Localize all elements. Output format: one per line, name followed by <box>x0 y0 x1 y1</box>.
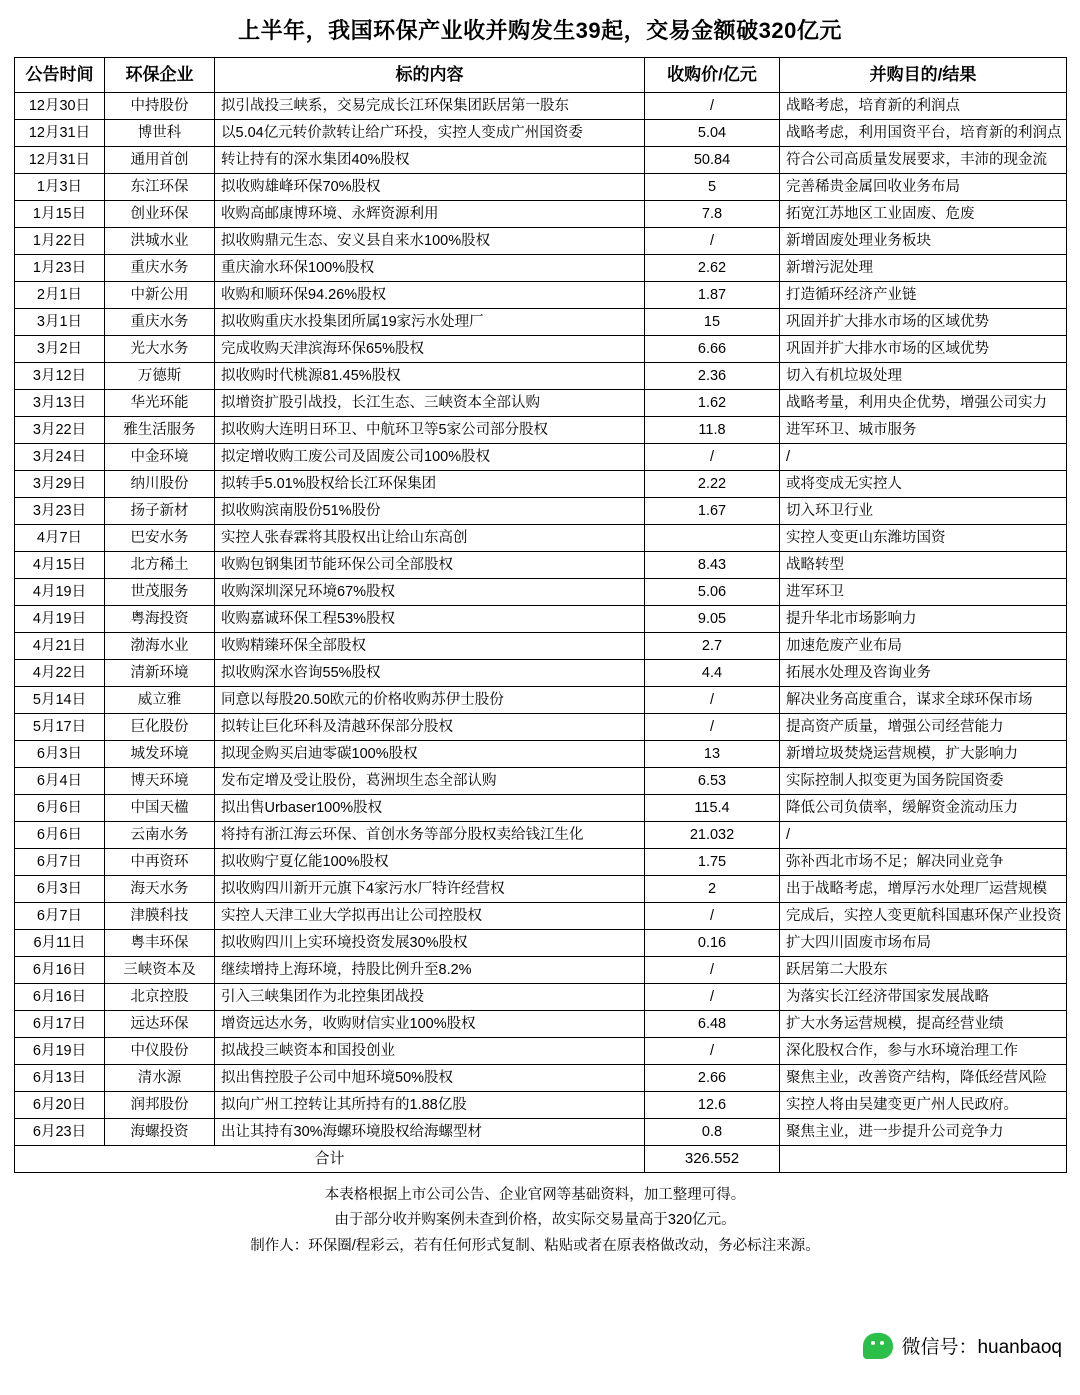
table-row <box>15 120 1067 147</box>
cell-purpose: 为落实长江经济带国家发展战略 <box>780 984 1067 1011</box>
cell-date: 1月23日 <box>15 255 105 282</box>
table-row <box>15 336 1067 363</box>
watermark-text: 微信号：huanbaoq <box>901 1337 1062 1358</box>
table-footer <box>15 1146 1067 1173</box>
cell-company: 云南水务 <box>105 822 215 849</box>
cell-purpose: 战略考量，利用央企优势，增强公司实力 <box>780 390 1067 417</box>
cell-content: 拟收购四川上实环境投资发展30%股权 <box>215 930 645 957</box>
cell-date: 4月19日 <box>15 579 105 606</box>
cell-price: / <box>645 957 780 984</box>
cell-date: 6月7日 <box>15 903 105 930</box>
cell-company: 中新公用 <box>105 282 215 309</box>
cell-company: 创业环保 <box>105 201 215 228</box>
cell-date: 12月30日 <box>15 93 105 120</box>
cell-date: 6月4日 <box>15 768 105 795</box>
cell-purpose: / <box>780 822 1067 849</box>
cell-date: 5月17日 <box>15 714 105 741</box>
total-row <box>15 1146 1067 1173</box>
cell-purpose: 完成后，实控人变更航科国惠环保产业投资 <box>780 903 1067 930</box>
cell-price: 21.032 <box>645 822 780 849</box>
table-row <box>15 417 1067 444</box>
cell-content: 拟收购重庆水投集团所属19家污水处理厂 <box>215 309 645 336</box>
table-row <box>15 93 1067 120</box>
column-header-company: 环保企业 <box>105 58 215 93</box>
total-value: 326.552 <box>645 1146 780 1173</box>
cell-price: 0.8 <box>645 1119 780 1146</box>
footnote-line: 由于部分收并购案例未查到价格，故实际交易量高于320亿元。 <box>334 1212 736 1229</box>
cell-company: 清水源 <box>105 1065 215 1092</box>
cell-date: 1月22日 <box>15 228 105 255</box>
cell-content: 拟出售控股子公司中旭环境50%股权 <box>215 1065 645 1092</box>
table-row <box>15 822 1067 849</box>
cell-content: 实控人张春霖将其股权出让给山东高创 <box>215 525 645 552</box>
cell-company: 津膜科技 <box>105 903 215 930</box>
cell-company: 城发环境 <box>105 741 215 768</box>
cell-content: 拟收购滨南股份51%股份 <box>215 498 645 525</box>
table-row <box>15 903 1067 930</box>
cell-content: 转让持有的深水集团40%股权 <box>215 147 645 174</box>
cell-price: / <box>645 903 780 930</box>
cell-purpose: 切入环卫行业 <box>780 498 1067 525</box>
cell-date: 6月20日 <box>15 1092 105 1119</box>
cell-purpose: / <box>780 444 1067 471</box>
table-row <box>15 930 1067 957</box>
cell-date: 3月1日 <box>15 309 105 336</box>
cell-purpose: 弥补西北市场不足；解决同业竞争 <box>780 849 1067 876</box>
cell-price: 5.06 <box>645 579 780 606</box>
cell-company: 扬子新材 <box>105 498 215 525</box>
cell-company: 中国天楹 <box>105 795 215 822</box>
cell-purpose: 战略考虑，培育新的利润点 <box>780 93 1067 120</box>
cell-content: 增资远达水务，收购财信实业100%股权 <box>215 1011 645 1038</box>
cell-price: 1.75 <box>645 849 780 876</box>
cell-content: 拟收购宁夏亿能100%股权 <box>215 849 645 876</box>
cell-purpose: 实际控制人拟变更为国务院国资委 <box>780 768 1067 795</box>
cell-company: 纳川股份 <box>105 471 215 498</box>
cell-purpose: 跃居第二大股东 <box>780 957 1067 984</box>
cell-purpose: 提升华北市场影响力 <box>780 606 1067 633</box>
cell-company: 巨化股份 <box>105 714 215 741</box>
cell-price: 2.7 <box>645 633 780 660</box>
table-row <box>15 255 1067 282</box>
table-row <box>15 714 1067 741</box>
cell-content: 拟定增收购工废公司及固废公司100%股权 <box>215 444 645 471</box>
cell-price: 6.48 <box>645 1011 780 1038</box>
cell-date: 6月16日 <box>15 957 105 984</box>
cell-price: 8.43 <box>645 552 780 579</box>
cell-content: 收购嘉诚环保工程53%股权 <box>215 606 645 633</box>
cell-purpose: 切入有机垃圾处理 <box>780 363 1067 390</box>
cell-purpose: 或将变成无实控人 <box>780 471 1067 498</box>
cell-purpose: 新增污泥处理 <box>780 255 1067 282</box>
table-row <box>15 795 1067 822</box>
cell-price: / <box>645 714 780 741</box>
cell-price: / <box>645 1038 780 1065</box>
cell-content: 实控人天津工业大学拟再出让公司控股权 <box>215 903 645 930</box>
cell-date: 6月3日 <box>15 876 105 903</box>
cell-price: 115.4 <box>645 795 780 822</box>
table-row <box>15 228 1067 255</box>
cell-purpose: 进军环卫、城市服务 <box>780 417 1067 444</box>
cell-date: 6月11日 <box>15 930 105 957</box>
cell-company: 海天水务 <box>105 876 215 903</box>
cell-date: 1月15日 <box>15 201 105 228</box>
cell-company: 润邦股份 <box>105 1092 215 1119</box>
cell-purpose: 拓展水处理及咨询业务 <box>780 660 1067 687</box>
cell-date: 6月17日 <box>15 1011 105 1038</box>
cell-price: 4.4 <box>645 660 780 687</box>
cell-date: 12月31日 <box>15 147 105 174</box>
cell-content: 拟引战投三峡系，交易完成长江环保集团跃居第一股东 <box>215 93 645 120</box>
table-row <box>15 147 1067 174</box>
cell-date: 3月22日 <box>15 417 105 444</box>
cell-purpose: 提高资产质量，增强公司经营能力 <box>780 714 1067 741</box>
cell-price: 11.8 <box>645 417 780 444</box>
footnote-line: 本表格根据上市公司公告、企业官网等基础资料，加工整理可得。 <box>324 1187 746 1203</box>
cell-company: 重庆水务 <box>105 309 215 336</box>
cell-date: 12月31日 <box>15 120 105 147</box>
cell-content: 拟转让巨化环科及清越环保部分股权 <box>215 714 645 741</box>
cell-company: 洪城水业 <box>105 228 215 255</box>
table-row <box>15 1119 1067 1146</box>
cell-price: / <box>645 228 780 255</box>
cell-content: 拟收购深水咨询55%股权 <box>215 660 645 687</box>
table-row <box>15 498 1067 525</box>
cell-price: 2.22 <box>645 471 780 498</box>
table-row <box>15 768 1067 795</box>
cell-content: 拟现金购买启迪零碳100%股权 <box>215 741 645 768</box>
table-row <box>15 444 1067 471</box>
cell-date: 6月19日 <box>15 1038 105 1065</box>
cell-content: 收购精臻环保全部股权 <box>215 633 645 660</box>
table-row <box>15 390 1067 417</box>
table-row <box>15 1065 1067 1092</box>
table-row <box>15 579 1067 606</box>
cell-date: 3月29日 <box>15 471 105 498</box>
cell-price: 1.67 <box>645 498 780 525</box>
cell-company: 世茂服务 <box>105 579 215 606</box>
table-row <box>15 525 1067 552</box>
table-row <box>15 1011 1067 1038</box>
cell-price: 0.16 <box>645 930 780 957</box>
cell-purpose: 解决业务高度重合，谋求全球环保市场 <box>780 687 1067 714</box>
cell-price: 1.87 <box>645 282 780 309</box>
table-row <box>15 849 1067 876</box>
table-row <box>15 309 1067 336</box>
table-row <box>15 1092 1067 1119</box>
page-title: 上半年，我国环保产业收并购发生39起，交易金额破320亿元 <box>238 18 842 43</box>
cell-price: / <box>645 444 780 471</box>
cell-date: 3月24日 <box>15 444 105 471</box>
cell-company: 中金环境 <box>105 444 215 471</box>
cell-purpose: 新增垃圾焚烧运营规模，扩大影响力 <box>780 741 1067 768</box>
cell-company: 巴安水务 <box>105 525 215 552</box>
total-blank-cell <box>780 1146 1067 1173</box>
cell-company: 威立雅 <box>105 687 215 714</box>
table-row <box>15 363 1067 390</box>
cell-content: 拟收购四川新开元旗下4家污水厂特许经营权 <box>215 876 645 903</box>
cell-content: 拟收购时代桃源81.45%股权 <box>215 363 645 390</box>
cell-company: 中仪股份 <box>105 1038 215 1065</box>
table-row <box>15 876 1067 903</box>
cell-date: 3月23日 <box>15 498 105 525</box>
cell-content: 拟战投三峡资本和国投创业 <box>215 1038 645 1065</box>
cell-content: 收购和顺环保94.26%股权 <box>215 282 645 309</box>
cell-content: 拟向广州工控转让其所持有的1.88亿股 <box>215 1092 645 1119</box>
table-row <box>15 957 1067 984</box>
cell-content: 将持有浙江海云环保、首创水务等部分股权卖给钱江生化 <box>215 822 645 849</box>
cell-company: 中再资环 <box>105 849 215 876</box>
cell-purpose: 巩固并扩大排水市场的区域优势 <box>780 336 1067 363</box>
table-body <box>15 93 1067 1146</box>
cell-price: 2.36 <box>645 363 780 390</box>
cell-date: 1月3日 <box>15 174 105 201</box>
cell-company: 粤丰环保 <box>105 930 215 957</box>
cell-date: 6月6日 <box>15 795 105 822</box>
table-header <box>15 58 1067 93</box>
footnote-line: 制作人：环保圈/程彩云，若有任何形式复制、粘贴或者在原表格做改动，务必标注来源。 <box>250 1237 820 1254</box>
cell-price: 2 <box>645 876 780 903</box>
cell-purpose: 战略转型 <box>780 552 1067 579</box>
cell-price: 50.84 <box>645 147 780 174</box>
cell-content: 拟收购雄峰环保70%股权 <box>215 174 645 201</box>
footnotes <box>14 1183 1066 1259</box>
cell-company: 远达环保 <box>105 1011 215 1038</box>
cell-purpose: 新增固废处理业务板块 <box>780 228 1067 255</box>
cell-date: 6月13日 <box>15 1065 105 1092</box>
table-row <box>15 174 1067 201</box>
column-header-date: 公告时间 <box>15 58 105 93</box>
table-row <box>15 633 1067 660</box>
cell-purpose: 降低公司负债率，缓解资金流动压力 <box>780 795 1067 822</box>
table-row <box>15 606 1067 633</box>
cell-content: 以5.04亿元转价款转让给广环投，实控人变成广州国资委 <box>215 120 645 147</box>
cell-purpose: 聚焦主业，进一步提升公司竞争力 <box>780 1119 1067 1146</box>
table-row <box>15 984 1067 1011</box>
cell-company: 雅生活服务 <box>105 417 215 444</box>
cell-purpose: 打造循环经济产业链 <box>780 282 1067 309</box>
cell-purpose: 深化股权合作，参与水环境治理工作 <box>780 1038 1067 1065</box>
cell-date: 6月6日 <box>15 822 105 849</box>
cell-content: 出让其持有30%海螺环境股权给海螺型材 <box>215 1119 645 1146</box>
cell-company: 北方稀土 <box>105 552 215 579</box>
cell-purpose: 战略考虑，利用国资平台，培育新的利润点 <box>780 120 1067 147</box>
cell-content: 引入三峡集团作为北控集团战投 <box>215 984 645 1011</box>
cell-content: 重庆渝水环保100%股权 <box>215 255 645 282</box>
cell-date: 6月16日 <box>15 984 105 1011</box>
cell-company: 清新环境 <box>105 660 215 687</box>
cell-company: 海螺投资 <box>105 1119 215 1146</box>
table-row <box>15 282 1067 309</box>
cell-date: 4月22日 <box>15 660 105 687</box>
cell-content: 拟出售Urbaser100%股权 <box>215 795 645 822</box>
total-label: 合计 <box>15 1146 645 1173</box>
cell-price <box>645 525 780 552</box>
cell-company: 博世科 <box>105 120 215 147</box>
table-row <box>15 687 1067 714</box>
cell-date: 6月3日 <box>15 741 105 768</box>
cell-purpose: 加速危废产业布局 <box>780 633 1067 660</box>
cell-purpose: 进军环卫 <box>780 579 1067 606</box>
cell-company: 渤海水业 <box>105 633 215 660</box>
cell-date: 6月23日 <box>15 1119 105 1146</box>
cell-content: 拟转手5.01%股权给长江环保集团 <box>215 471 645 498</box>
cell-purpose: 实控人将由吴建变更广州人民政府。 <box>780 1092 1067 1119</box>
cell-company: 通用首创 <box>105 147 215 174</box>
cell-purpose: 完善稀贵金属回收业务布局 <box>780 174 1067 201</box>
cell-price: / <box>645 93 780 120</box>
cell-content: 继续增持上海环境，持股比例升至8.2% <box>215 957 645 984</box>
watermark <box>863 1332 1062 1359</box>
cell-content: 收购包钢集团节能环保公司全部股权 <box>215 552 645 579</box>
cell-company: 粤海投资 <box>105 606 215 633</box>
column-header-content: 标的内容 <box>215 58 645 93</box>
cell-date: 3月13日 <box>15 390 105 417</box>
cell-price: 5 <box>645 174 780 201</box>
cell-date: 4月7日 <box>15 525 105 552</box>
cell-price: 1.62 <box>645 390 780 417</box>
cell-date: 5月14日 <box>15 687 105 714</box>
cell-price: 7.8 <box>645 201 780 228</box>
cell-content: 收购高邮康博环境、永辉资源利用 <box>215 201 645 228</box>
acquisitions-table <box>14 57 1067 1173</box>
cell-date: 6月7日 <box>15 849 105 876</box>
cell-price: 2.62 <box>645 255 780 282</box>
cell-purpose: 符合公司高质量发展要求，丰沛的现金流 <box>780 147 1067 174</box>
table-header-row <box>15 58 1067 93</box>
column-header-price: 收购价/亿元 <box>645 58 780 93</box>
cell-company: 光大水务 <box>105 336 215 363</box>
cell-purpose: 巩固并扩大排水市场的区域优势 <box>780 309 1067 336</box>
cell-content: 拟增资扩股引战投，长江生态、三峡资本全部认购 <box>215 390 645 417</box>
cell-purpose: 实控人变更山东潍坊国资 <box>780 525 1067 552</box>
column-header-purpose: 并购目的/结果 <box>780 58 1067 93</box>
cell-price: / <box>645 687 780 714</box>
cell-date: 4月19日 <box>15 606 105 633</box>
cell-date: 4月21日 <box>15 633 105 660</box>
cell-content: 完成收购天津滨海环保65%股权 <box>215 336 645 363</box>
cell-company: 重庆水务 <box>105 255 215 282</box>
cell-date: 4月15日 <box>15 552 105 579</box>
cell-price: / <box>645 984 780 1011</box>
cell-content: 发布定增及受让股份，葛洲坝生态全部认购 <box>215 768 645 795</box>
table-row <box>15 471 1067 498</box>
cell-price: 15 <box>645 309 780 336</box>
cell-purpose: 聚焦主业，改善资产结构，降低经营风险 <box>780 1065 1067 1092</box>
cell-date: 3月12日 <box>15 363 105 390</box>
cell-price: 13 <box>645 741 780 768</box>
cell-price: 9.05 <box>645 606 780 633</box>
cell-price: 2.66 <box>645 1065 780 1092</box>
cell-content: 拟收购大连明日环卫、中航环卫等5家公司部分股权 <box>215 417 645 444</box>
cell-price: 12.6 <box>645 1092 780 1119</box>
table-row <box>15 201 1067 228</box>
cell-company: 华光环能 <box>105 390 215 417</box>
cell-purpose: 扩大四川固废市场布局 <box>780 930 1067 957</box>
cell-purpose: 拓宽江苏地区工业固废、危废 <box>780 201 1067 228</box>
cell-price: 6.66 <box>645 336 780 363</box>
cell-company: 万德斯 <box>105 363 215 390</box>
cell-content: 拟收购鼎元生态、安义县自来水100%股权 <box>215 228 645 255</box>
cell-company: 北京控股 <box>105 984 215 1011</box>
cell-company: 东江环保 <box>105 174 215 201</box>
cell-price: 5.04 <box>645 120 780 147</box>
cell-date: 2月1日 <box>15 282 105 309</box>
cell-content: 同意以每股20.50欧元的价格收购苏伊士股份 <box>215 687 645 714</box>
cell-date: 3月2日 <box>15 336 105 363</box>
cell-company: 三峡资本及 <box>105 957 215 984</box>
cell-company: 博天环境 <box>105 768 215 795</box>
table-row <box>15 1038 1067 1065</box>
cell-purpose: 出于战略考虑，增厚污水处理厂运营规模 <box>780 876 1067 903</box>
cell-purpose: 扩大水务运营规模，提高经营业绩 <box>780 1011 1067 1038</box>
wechat-icon <box>863 1333 893 1359</box>
cell-price: 6.53 <box>645 768 780 795</box>
table-row <box>15 741 1067 768</box>
cell-content: 收购深圳深兄环境67%股权 <box>215 579 645 606</box>
table-row <box>15 660 1067 687</box>
table-row <box>15 552 1067 579</box>
cell-company: 中持股份 <box>105 93 215 120</box>
